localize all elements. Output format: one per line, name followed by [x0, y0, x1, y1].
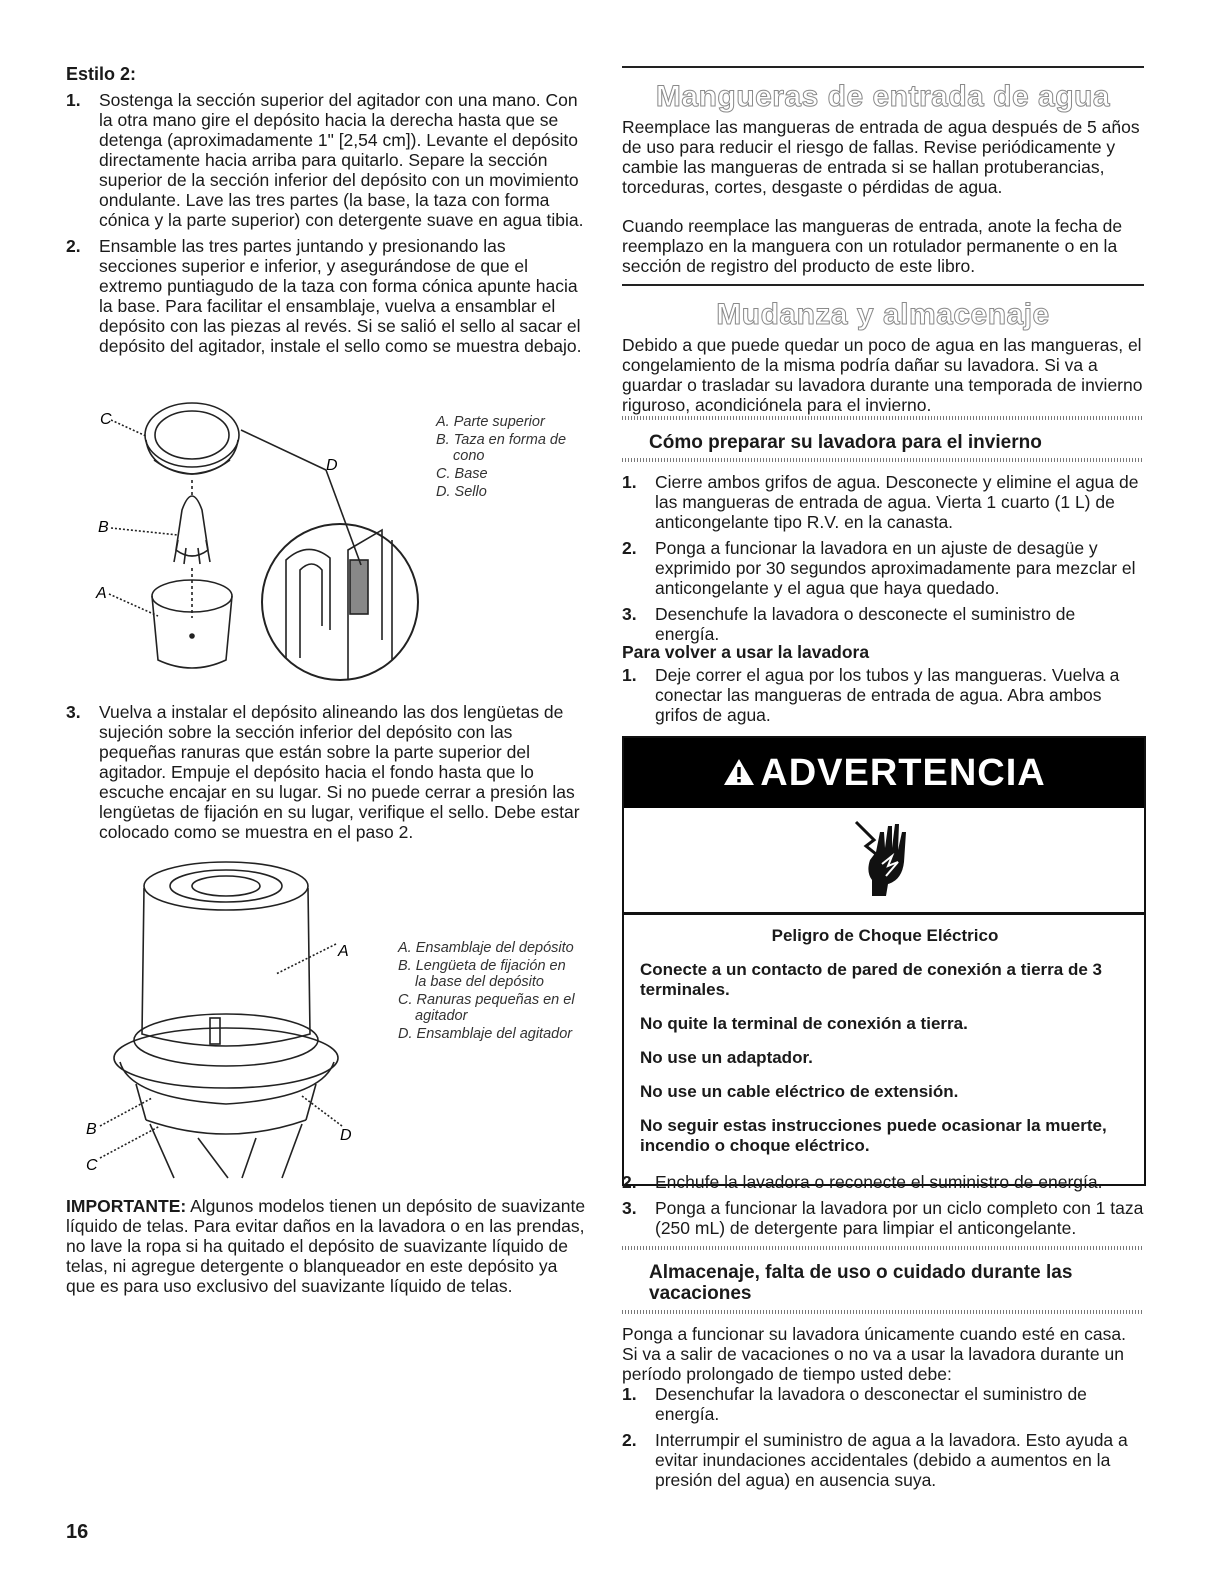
- reuse-heading: Para volver a usar la lavadora: [622, 642, 870, 662]
- estilo-heading: Estilo 2:: [66, 64, 137, 84]
- storage-steps-list: [622, 1384, 1144, 1496]
- warning-icon-area: [624, 808, 1144, 915]
- dispenser-assembly-illustration: [80, 858, 380, 1188]
- step-text: Ponga a funcionar la lavadora por un ciclo completo con 1 taza (250 mL) de detergente para limpiar el anticongelante.: [655, 1198, 1144, 1238]
- dotted-divider: [622, 1246, 1144, 1250]
- divider: [622, 284, 1144, 286]
- step3-list: [66, 702, 586, 848]
- moving-paragraph: Debido a que puede quedar un poco de agua en las mangueras, el congelamiento de la misma podría dañar su lavadora. Si va a guardar o trasladar su lavadora durante una temporada de invierno riguroso, acondiciónela para el invierno.: [622, 335, 1143, 415]
- label-d: D: [326, 457, 338, 474]
- caption-item: C. Ranuras pequeñas en el agitador: [398, 992, 575, 1024]
- step-text: Enchufe la lavadora o reconecte el suministro de energía.: [655, 1172, 1103, 1192]
- list-item: [622, 604, 1144, 644]
- step-number: 2.: [66, 236, 81, 256]
- step-text: Cierre ambos grifos de agua. Desconecte y elimine el agua de las mangueras de entrada de agua. Vierta 1 cuarto (1 L) de anticongelante tipo R.V. en la canasta.: [655, 472, 1139, 532]
- step-number: 3.: [66, 702, 81, 722]
- step-number: 2.: [622, 1430, 637, 1450]
- important-label: IMPORTANTE:: [66, 1196, 187, 1216]
- caption-item: B. Lengüeta de fijación en la base del depósito: [398, 958, 566, 990]
- step-text: Ensamble las tres partes juntando y presionando las secciones superior e inferior, y asegurándose de que el extremo puntiagudo de la taza con forma cónica apunte hacia la base. Para facilitar el ensamblaje, vuelva a ensamblar el depósito con las piezas al revés. Si se salió el sello al sacar el depósito del agitador, instale el sello como se muestra debajo.: [99, 236, 582, 356]
- step-number: 2.: [622, 1172, 637, 1192]
- list-item: [622, 538, 1144, 598]
- dotted-divider: [622, 1310, 1144, 1314]
- warning-hazard: Peligro de Choque Eléctrico: [771, 926, 999, 945]
- step-text: Vuelva a instalar el depósito alineando las dos lengüetas de sujeción sobre la sección inferior del depósito con las pequeñas ranuras que están sobre la parte superior del agitador. Empuje el depósito hacia el fondo hasta que lo escuche encajar en su lugar. Si no puede cerrar a presión las lengüetas de fijación en su lugar, verifique el sello. Debe estar colocado como se muestra en el paso 2.: [99, 702, 580, 842]
- warning-title: ADVERTENCIA: [760, 752, 1046, 794]
- step-number: 3.: [622, 604, 637, 624]
- step-number: 3.: [622, 1198, 637, 1218]
- warning-line: No quite la terminal de conexión a tierra.: [640, 1014, 968, 1033]
- steps-top-list: [66, 90, 586, 362]
- winter-steps-list: [622, 472, 1144, 650]
- list-item: [622, 1172, 1144, 1192]
- list-item: [66, 702, 586, 842]
- storage-paragraph: Ponga a funcionar su lavadora únicamente cuando esté en casa. Si va a salir de vacaciones o no va a usar la lavadora durante un período prolongado de tiempo usted debe:: [622, 1324, 1126, 1384]
- list-item: [622, 472, 1144, 532]
- warning-line: No seguir estas instrucciones puede ocasionar la muerte, incendio o choque eléctrico.: [640, 1116, 1107, 1155]
- dotted-divider: [622, 416, 1144, 420]
- label-a: A: [96, 585, 107, 602]
- divider: [622, 66, 1144, 68]
- caption-item: D. Sello: [436, 484, 487, 500]
- warning-line: Conecte a un contacto de pared de conexión a tierra de 3 terminales.: [640, 960, 1102, 999]
- step-text: Ponga a funcionar la lavadora en un ajuste de desagüe y exprimido por 30 segundos aproximadamente para mezclar el anticongelante y el agua que haya quedado.: [655, 538, 1136, 598]
- reuse-steps-list: [622, 665, 1144, 731]
- list-item: [622, 1384, 1144, 1424]
- step-number: 1.: [622, 472, 637, 492]
- list-item: [622, 1198, 1144, 1238]
- list-item: [622, 665, 1144, 725]
- step-number: 1.: [622, 665, 637, 685]
- label-b: B: [98, 519, 109, 536]
- step-text: Desenchufar la lavadora o desconectar el suministro de energía.: [655, 1384, 1087, 1424]
- label-c: C: [86, 1157, 98, 1174]
- figure2-captions: [398, 940, 578, 1044]
- caption-item: A. Parte superior: [436, 414, 545, 430]
- step-text: Interrumpir el suministro de agua a la lavadora. Esto ayuda a evitar inundaciones accidentales (debido a aumentos en la presión del agua) en ausencia suya.: [655, 1430, 1128, 1490]
- step-text: Sostenga la sección superior del agitador con una mano. Con la otra mano gire el depósito hacia la derecha hasta que se detenga (aproximadamente 1" [2,54 cm]). Levante el depósito directamente hacia arriba para quitarlo. Separe la sección superior de la sección inferior del depósito con un movimiento ondulante. Lave las tres partes (la base, la taza con forma cónica y la parte superior) con detergente suave en agua tibia.: [99, 90, 584, 230]
- reuse-steps-after-list: [622, 1172, 1144, 1244]
- dispenser-parts-illustration: [86, 390, 426, 690]
- step-text: Desenchufe la lavadora o desconecte el suministro de energía.: [655, 604, 1076, 644]
- important-text: Algunos modelos tienen un depósito de suavizante líquido de telas. Para evitar daños en la lavadora o en las prendas, no lave la ropa si ha quitado el depósito de suavizante líquido de telas, ni agregue detergente o blanqueador en este depósito ya que es para uso exclusivo del suavizante líquido de telas.: [66, 1196, 586, 1296]
- label-b: B: [86, 1121, 97, 1138]
- hoses-paragraph-1: Reemplace las mangueras de entrada de agua después de 5 años de uso para reducir el riesgo de fallas. Revise periódicamente y cambie las mangueras de entrada si se hallan protuberancias, torceduras, cortes, desgaste o pérdidas de agua.: [622, 117, 1140, 197]
- warning-text: [640, 926, 1130, 1170]
- winter-heading: Cómo preparar su lavadora para el invierno: [649, 432, 1042, 453]
- label-a: A: [338, 943, 349, 960]
- warning-box: [622, 736, 1146, 1186]
- caption-item: D. Ensamblaje del agitador: [398, 1026, 573, 1042]
- warning-line: No use un cable eléctrico de extensión.: [640, 1082, 959, 1101]
- storage-heading: Almacenaje, falta de uso o cuidado durante las vacaciones: [649, 1262, 1073, 1304]
- caption-item: C. Base: [436, 466, 488, 482]
- dotted-divider: [622, 458, 1144, 462]
- page-number: 16: [66, 1521, 89, 1543]
- section-title-hoses: Mangueras de entrada de agua: [655, 80, 1111, 113]
- step-text: Deje correr el agua por los tubos y las mangueras. Vuelva a conectar las mangueras de entrada de agua. Abra ambos grifos de agua.: [655, 665, 1120, 725]
- section-title-moving: Mudanza y almacenaje: [716, 298, 1050, 331]
- warning-line: No use un adaptador.: [640, 1048, 813, 1067]
- label-d: D: [340, 1127, 352, 1144]
- label-c: C: [100, 411, 112, 428]
- list-item: [622, 1430, 1144, 1490]
- warning-triangle-icon: [722, 757, 756, 787]
- step-number: 1.: [622, 1384, 637, 1404]
- step-number: 2.: [622, 538, 637, 558]
- step-number: 1.: [66, 90, 81, 110]
- important-note: [66, 1196, 586, 1296]
- caption-item: A. Ensamblaje del depósito: [398, 940, 574, 956]
- warning-title-bar: [624, 738, 1144, 808]
- electric-shock-icon: [852, 818, 922, 902]
- figure1-captions: [436, 414, 576, 502]
- list-item: [66, 236, 586, 356]
- hoses-paragraph-2: Cuando reemplace las mangueras de entrada, anote la fecha de reemplazo en la manguera con un rotulador permanente o en la sección de registro del producto de este libro.: [622, 216, 1123, 276]
- caption-item: B. Taza en forma de cono: [436, 432, 567, 464]
- list-item: [66, 90, 586, 230]
